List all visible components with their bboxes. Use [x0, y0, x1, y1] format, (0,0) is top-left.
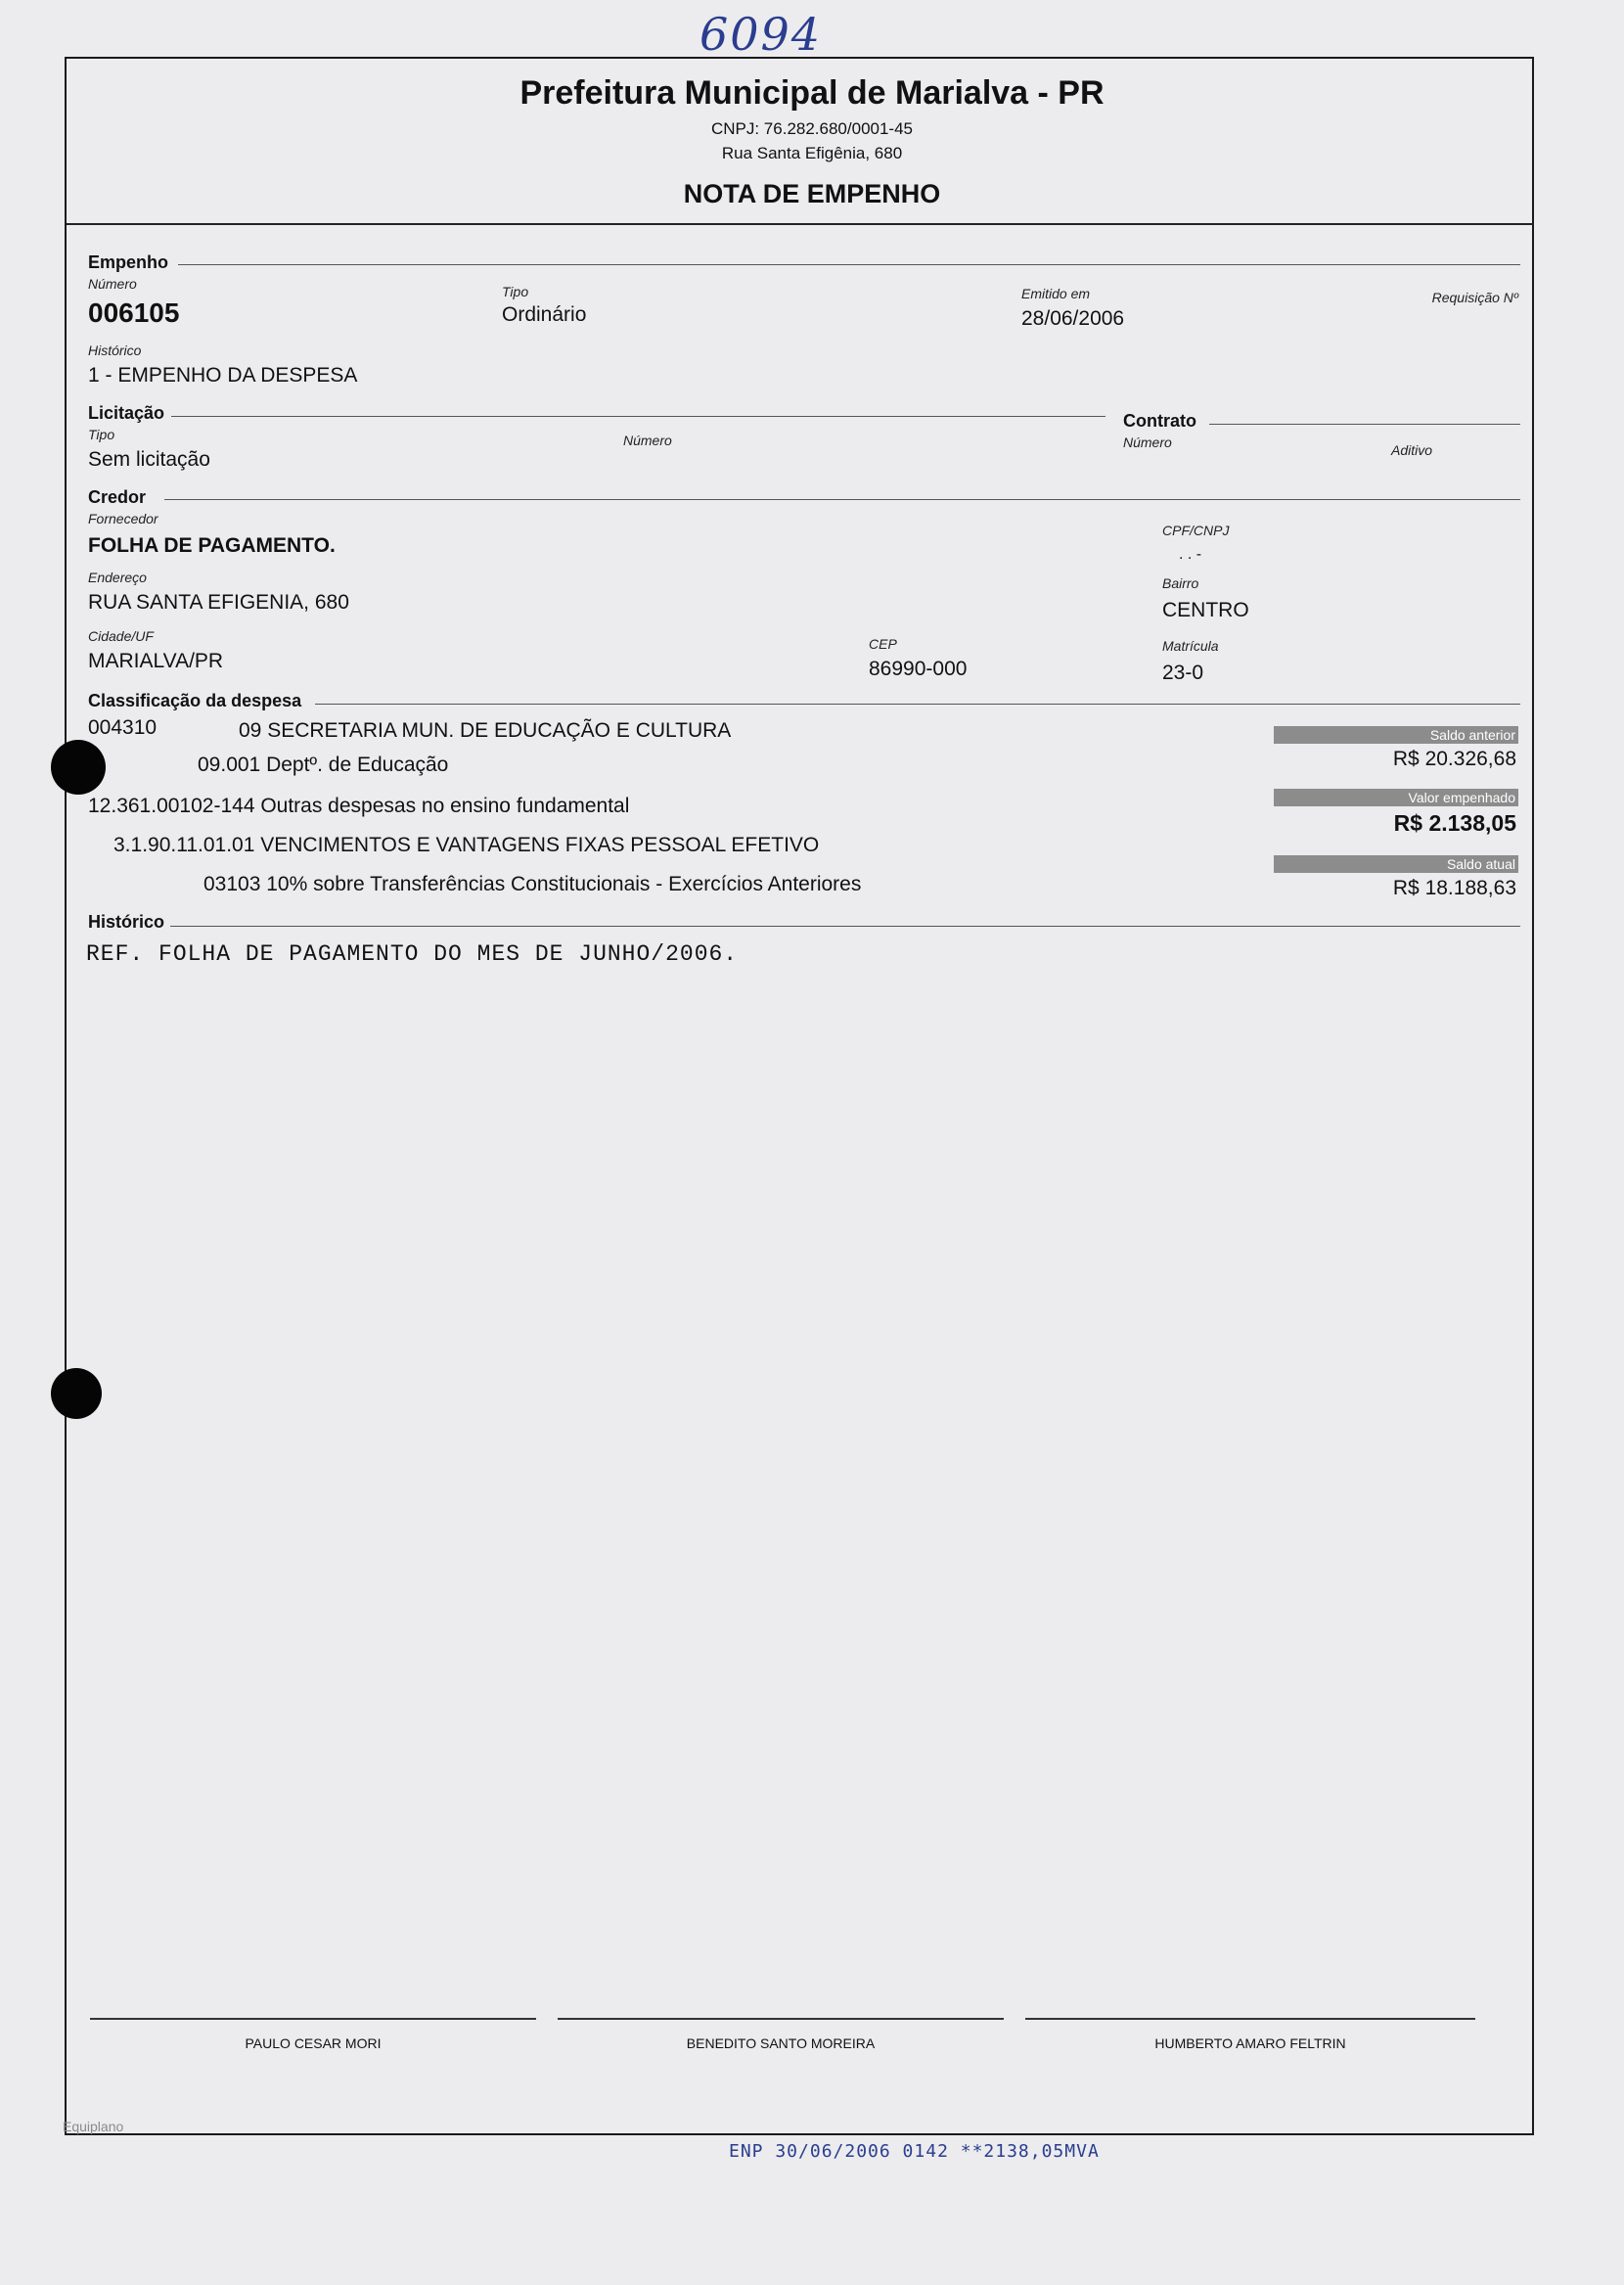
saldo-atual-value: R$ 18.188,63 — [1392, 877, 1516, 899]
classificacao-fonte: 03103 10% sobre Transferências Constitucionais - Exercícios Anteriores — [203, 873, 862, 895]
signature-line-1 — [90, 2018, 536, 2020]
empenho-numero-label: Número — [88, 276, 137, 292]
empenho-numero: 006105 — [88, 297, 180, 328]
empenho-rule — [178, 264, 1520, 265]
classificacao-secretaria: 09 SECRETARIA MUN. DE EDUCAÇÃO E CULTURA — [239, 719, 732, 742]
matricula-value: 23-0 — [1162, 662, 1204, 684]
cpf-cnpj-value: . . - — [1179, 546, 1202, 563]
emitido-label: Emitido em — [1021, 286, 1091, 301]
saldo-atual-label: Saldo atual — [1274, 855, 1518, 873]
fornecedor-label: Fornecedor — [88, 511, 158, 526]
signature-name-3: HUMBERTO AMARO FELTRIN — [1154, 2035, 1346, 2051]
historico-text: REF. FOLHA DE PAGAMENTO DO MES DE JUNHO/2006. — [86, 941, 739, 967]
valor-empenhado-label: Valor empenhado — [1274, 789, 1518, 806]
credor-section-title: Credor — [88, 487, 147, 507]
saldo-anterior-value: R$ 20.326,68 — [1392, 748, 1516, 770]
classificacao-elemento: 3.1.90.11.01.01 VENCIMENTOS E VANTAGENS FIXAS PESSOAL EFETIVO — [113, 834, 820, 856]
punch-hole-bottom — [51, 1368, 102, 1419]
header-address: Rua Santa Efigênia, 680 — [721, 144, 903, 162]
historico-section-title: Histórico — [88, 912, 165, 932]
valor-empenhado-value: R$ 2.138,05 — [1393, 810, 1516, 836]
empenho-historico: 1 - EMPENHO DA DESPESA — [88, 364, 358, 387]
empenho-tipo: Ordinário — [502, 303, 587, 326]
classificacao-section-title: Classificação da despesa — [88, 691, 302, 710]
emitido-date: 28/06/2006 — [1021, 307, 1125, 330]
software-footer: Equiplano — [63, 2119, 124, 2134]
credor-rule — [164, 499, 1520, 500]
contrato-aditivo-label: Aditivo — [1391, 442, 1433, 458]
signature-line-3 — [1025, 2018, 1475, 2020]
licitacao-tipo-label: Tipo — [88, 427, 115, 442]
cidade-value: MARIALVA/PR — [88, 650, 224, 672]
signature-line-2 — [558, 2018, 1004, 2020]
document-title: NOTA DE EMPENHO — [683, 179, 941, 208]
bairro-label: Bairro — [1162, 575, 1199, 591]
empenho-section-title: Empenho — [88, 252, 169, 272]
signature-name-2: BENEDITO SANTO MOREIRA — [686, 2035, 876, 2051]
saldo-anterior-label: Saldo anterior — [1274, 726, 1518, 744]
classificacao-departamento: 09.001 Deptº. de Educação — [198, 754, 449, 776]
endereco-label: Endereço — [88, 570, 147, 585]
empenho-historico-label: Histórico — [88, 343, 142, 358]
historico-rule — [170, 926, 1520, 927]
contrato-numero-label: Número — [1123, 434, 1172, 450]
requisicao-label: Requisição Nº — [1431, 290, 1518, 305]
matricula-label: Matrícula — [1162, 638, 1219, 654]
classificacao-rule — [315, 704, 1520, 705]
punch-hole-top — [51, 740, 106, 795]
empenho-tipo-label: Tipo — [502, 284, 529, 299]
classificacao-code: 004310 — [88, 716, 158, 739]
protocol-stamp: ENP 30/06/2006 0142 **2138,05MVA — [729, 2141, 1100, 2162]
signature-name-1: PAULO CESAR MORI — [245, 2035, 382, 2051]
handwritten-page-number: 6094 — [699, 8, 823, 61]
classificacao-funcional: 12.361.00102-144 Outras despesas no ensino fundamental — [88, 795, 630, 817]
fornecedor-value: FOLHA DE PAGAMENTO. — [88, 534, 336, 557]
cep-value: 86990-000 — [869, 658, 968, 680]
bairro-value: CENTRO — [1162, 599, 1249, 621]
licitacao-rule — [171, 416, 1105, 417]
endereco-value: RUA SANTA EFIGENIA, 680 — [88, 591, 349, 614]
contrato-section-title: Contrato — [1123, 411, 1196, 431]
contrato-rule — [1209, 424, 1520, 425]
licitacao-tipo: Sem licitação — [88, 448, 210, 471]
header-divider — [67, 223, 1534, 225]
municipality-title: Prefeitura Municipal de Marialva - PR — [519, 74, 1105, 112]
cpf-cnpj-label: CPF/CNPJ — [1162, 523, 1230, 538]
cep-label: CEP — [869, 636, 897, 652]
header-cnpj: CNPJ: 76.282.680/0001-45 — [710, 119, 914, 138]
licitacao-numero-label: Número — [623, 433, 672, 448]
licitacao-section-title: Licitação — [88, 403, 165, 423]
cidade-label: Cidade/UF — [88, 628, 154, 644]
